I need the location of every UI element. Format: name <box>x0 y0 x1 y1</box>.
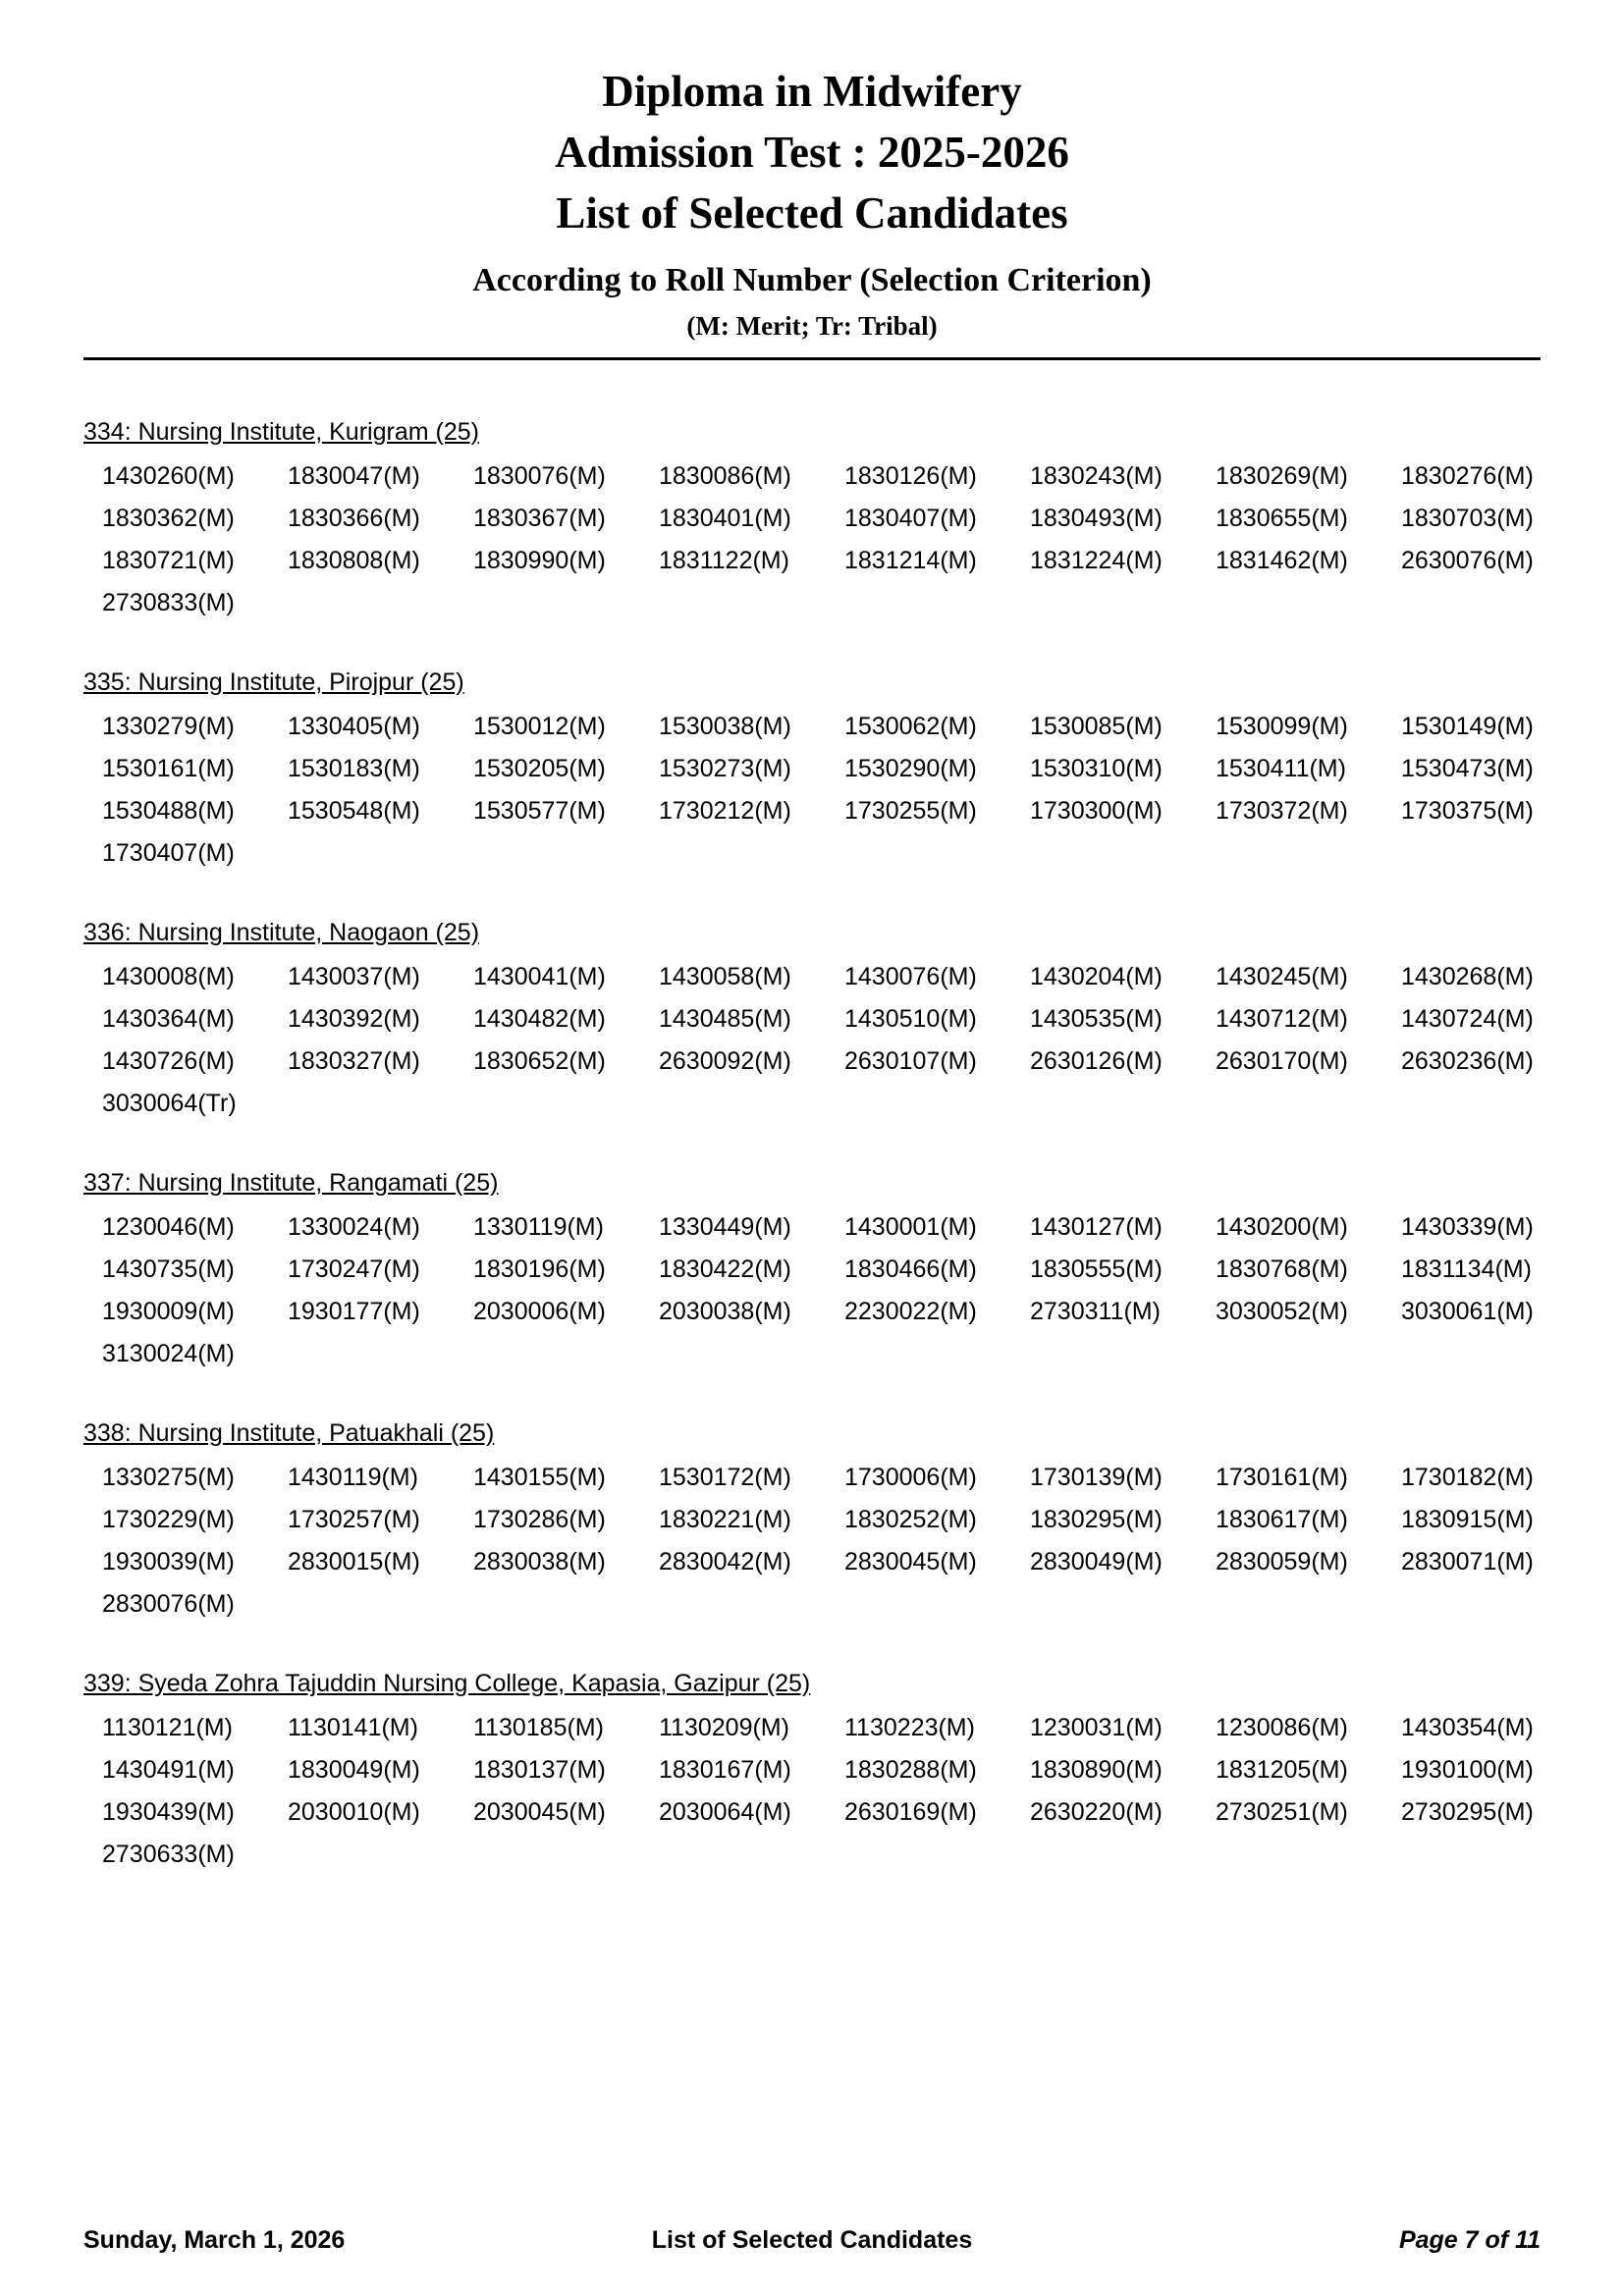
roll-number: 1430200(M) <box>1216 1213 1348 1241</box>
roll-number: 1830555(M) <box>1030 1255 1163 1283</box>
roll-number: 1730407(M) <box>102 839 235 867</box>
sections-container <box>0 360 1624 1868</box>
institute-section <box>83 918 1565 1117</box>
institute-section <box>83 1168 1565 1367</box>
roll-number: 1830295(M) <box>1030 1506 1163 1533</box>
roll-number: 1830617(M) <box>1216 1506 1348 1533</box>
institute-section <box>83 667 1565 867</box>
roll-number: 1831205(M) <box>1216 1756 1348 1784</box>
roll-number: 1430726(M) <box>102 1047 235 1075</box>
roll-number: 2030038(M) <box>659 1298 791 1325</box>
title-line-3: List of Selected Candidates <box>556 188 1068 238</box>
roll-number: 1430058(M) <box>659 963 791 990</box>
roll-number: 1530099(M) <box>1216 713 1348 740</box>
roll-number: 1230046(M) <box>102 1213 235 1241</box>
roll-number: 1830890(M) <box>1030 1756 1163 1784</box>
roll-number: 1130121(M) <box>102 1714 233 1741</box>
roll-number: 1830407(M) <box>844 505 977 532</box>
roll-number: 1830652(M) <box>473 1047 606 1075</box>
roll-number: 1430339(M) <box>1401 1213 1534 1241</box>
roll-number: 1830049(M) <box>288 1756 420 1784</box>
roll-number: 1930100(M) <box>1401 1756 1534 1784</box>
subtitle: According to Roll Number (Selection Criterion) <box>472 262 1152 298</box>
roll-number: 1830327(M) <box>288 1047 420 1075</box>
roll-number: 2030010(M) <box>288 1798 420 1826</box>
roll-number: 2630092(M) <box>659 1047 791 1075</box>
roll-number: 1730212(M) <box>659 797 791 825</box>
document-header <box>0 0 1624 342</box>
roll-number: 1730247(M) <box>288 1255 420 1283</box>
roll-number: 1530548(M) <box>288 797 420 825</box>
institute-title: 336: Nursing Institute, Naogaon (25) <box>83 919 480 946</box>
roll-number: 1430485(M) <box>659 1005 791 1033</box>
roll-number: 1930177(M) <box>288 1298 420 1325</box>
roll-number: 1830367(M) <box>473 505 606 532</box>
roll-number: 1830466(M) <box>844 1255 977 1283</box>
roll-number: 3130024(M) <box>102 1340 235 1367</box>
roll-number: 1730255(M) <box>844 797 977 825</box>
roll-number: 1830243(M) <box>1030 462 1163 490</box>
roll-number: 2630236(M) <box>1401 1047 1534 1075</box>
roll-number: 1430076(M) <box>844 963 977 990</box>
roll-number: 1730182(M) <box>1401 1464 1534 1491</box>
roll-number: 1930009(M) <box>102 1298 235 1325</box>
roll-number: 2630169(M) <box>844 1798 977 1826</box>
roll-number: 1830221(M) <box>659 1506 791 1533</box>
roll-number: 1530012(M) <box>473 713 606 740</box>
roll-number: 1830196(M) <box>473 1255 606 1283</box>
institute-title: 335: Nursing Institute, Pirojpur (25) <box>83 668 464 696</box>
roll-number: 1530172(M) <box>659 1464 791 1491</box>
roll-number: 1830990(M) <box>473 547 606 574</box>
document-footer <box>83 2226 1541 2255</box>
roll-grid <box>102 963 1565 1117</box>
roll-number: 1330119(M) <box>473 1213 604 1241</box>
roll-number: 1830366(M) <box>288 505 420 532</box>
roll-number: 2230022(M) <box>844 1298 977 1325</box>
roll-number: 1530577(M) <box>473 797 606 825</box>
roll-number: 1130185(M) <box>473 1714 604 1741</box>
roll-number: 1430204(M) <box>1030 963 1163 990</box>
roll-grid <box>102 462 1565 616</box>
roll-number: 1930439(M) <box>102 1798 235 1826</box>
title-line-2: Admission Test : 2025-2026 <box>555 128 1069 177</box>
roll-number: 1430724(M) <box>1401 1005 1534 1033</box>
roll-number: 1830808(M) <box>288 547 420 574</box>
roll-number: 2630220(M) <box>1030 1798 1163 1826</box>
institute-title: 337: Nursing Institute, Rangamati (25) <box>83 1169 499 1197</box>
roll-number: 1830252(M) <box>844 1506 977 1533</box>
footer-date: Sunday, March 1, 2026 <box>83 2226 346 2254</box>
roll-number: 1730286(M) <box>473 1506 606 1533</box>
roll-number: 1130141(M) <box>288 1714 418 1741</box>
roll-number: 1830076(M) <box>473 462 606 490</box>
institute-title: 339: Syeda Zohra Tajuddin Nursing College, Kapasia, Gazipur (25) <box>83 1670 811 1697</box>
roll-number: 2030064(M) <box>659 1798 791 1826</box>
roll-number: 1730372(M) <box>1216 797 1348 825</box>
roll-number: 2830059(M) <box>1216 1548 1348 1575</box>
roll-number: 1830276(M) <box>1401 462 1534 490</box>
roll-number: 2830042(M) <box>659 1548 791 1575</box>
roll-number: 1830269(M) <box>1216 462 1348 490</box>
roll-number: 1530062(M) <box>844 713 977 740</box>
roll-number: 1430041(M) <box>473 963 606 990</box>
institute-section <box>83 1418 1565 1618</box>
roll-number: 1830703(M) <box>1401 505 1534 532</box>
roll-number: 1730300(M) <box>1030 797 1163 825</box>
roll-number: 1830401(M) <box>659 505 791 532</box>
roll-number: 1430260(M) <box>102 462 235 490</box>
roll-number: 1330449(M) <box>659 1213 791 1241</box>
roll-number: 1830655(M) <box>1216 505 1348 532</box>
roll-number: 1730006(M) <box>844 1464 977 1491</box>
roll-number: 1530085(M) <box>1030 713 1163 740</box>
roll-number: 1730375(M) <box>1401 797 1534 825</box>
roll-number: 1430535(M) <box>1030 1005 1163 1033</box>
roll-number: 1530273(M) <box>659 755 791 782</box>
roll-number: 1430245(M) <box>1216 963 1348 990</box>
roll-number: 1530161(M) <box>102 755 235 782</box>
roll-number: 1230086(M) <box>1216 1714 1348 1741</box>
roll-number: 3030061(M) <box>1401 1298 1534 1325</box>
roll-number: 2830015(M) <box>288 1548 420 1575</box>
roll-number: 1430510(M) <box>844 1005 977 1033</box>
roll-number: 1930039(M) <box>102 1548 235 1575</box>
roll-number: 1430127(M) <box>1030 1213 1163 1241</box>
roll-number: 1830086(M) <box>659 462 791 490</box>
roll-number: 3030064(Tr) <box>102 1090 237 1117</box>
roll-number: 1130209(M) <box>659 1714 789 1741</box>
roll-number: 1430008(M) <box>102 963 235 990</box>
roll-number: 2030045(M) <box>473 1798 606 1826</box>
roll-number: 1230031(M) <box>1030 1714 1163 1741</box>
roll-number: 1831122(M) <box>659 547 789 574</box>
footer-title: List of Selected Candidates <box>651 2226 973 2254</box>
roll-number: 2730633(M) <box>102 1841 235 1868</box>
roll-number: 1530205(M) <box>473 755 606 782</box>
roll-number: 1530310(M) <box>1030 755 1163 782</box>
roll-number: 1530183(M) <box>288 755 420 782</box>
roll-number: 2630107(M) <box>844 1047 977 1075</box>
roll-number: 1530488(M) <box>102 797 235 825</box>
roll-number: 2830071(M) <box>1401 1548 1534 1575</box>
institute-title: 334: Nursing Institute, Kurigram (25) <box>83 418 479 446</box>
roll-number: 1330024(M) <box>288 1213 420 1241</box>
roll-number: 2830045(M) <box>844 1548 977 1575</box>
roll-number: 2830038(M) <box>473 1548 606 1575</box>
institute-section <box>83 417 1565 616</box>
roll-number: 2630126(M) <box>1030 1047 1163 1075</box>
roll-number: 2630170(M) <box>1216 1047 1348 1075</box>
roll-number: 1830167(M) <box>659 1756 791 1784</box>
footer-page-number: Page 7 of 11 <box>1398 2226 1541 2254</box>
roll-number: 1730229(M) <box>102 1506 235 1533</box>
roll-number: 2830076(M) <box>102 1590 235 1618</box>
roll-number: 1330279(M) <box>102 713 235 740</box>
roll-number: 1830493(M) <box>1030 505 1163 532</box>
roll-number: 1830362(M) <box>102 505 235 532</box>
legend: (M: Merit; Tr: Tribal) <box>686 311 938 341</box>
roll-number: 1830422(M) <box>659 1255 791 1283</box>
roll-number: 2730311(M) <box>1030 1298 1161 1325</box>
roll-number: 1330275(M) <box>102 1464 235 1491</box>
roll-number: 1430354(M) <box>1401 1714 1534 1741</box>
roll-number: 2730833(M) <box>102 589 235 616</box>
roll-number: 1830126(M) <box>844 462 977 490</box>
roll-number: 1130223(M) <box>844 1714 975 1741</box>
roll-number: 1430482(M) <box>473 1005 606 1033</box>
roll-number: 1831214(M) <box>844 547 977 574</box>
roll-number: 1830768(M) <box>1216 1255 1348 1283</box>
roll-number: 1830915(M) <box>1401 1506 1534 1533</box>
roll-number: 1430001(M) <box>844 1213 977 1241</box>
roll-number: 1430392(M) <box>288 1005 420 1033</box>
roll-number: 1430037(M) <box>288 963 420 990</box>
roll-number: 1730257(M) <box>288 1506 420 1533</box>
roll-number: 1330405(M) <box>288 713 420 740</box>
institute-title: 338: Nursing Institute, Patuakhali (25) <box>83 1419 495 1447</box>
roll-number: 1831134(M) <box>1401 1255 1532 1283</box>
roll-grid <box>102 1714 1565 1868</box>
roll-number: 1730161(M) <box>1216 1464 1348 1491</box>
roll-grid <box>102 1464 1565 1618</box>
roll-number: 2830049(M) <box>1030 1548 1163 1575</box>
roll-number: 1831224(M) <box>1030 547 1163 574</box>
roll-number: 3030052(M) <box>1216 1298 1348 1325</box>
roll-number: 1530038(M) <box>659 713 791 740</box>
institute-section <box>83 1669 1565 1868</box>
roll-number: 1430119(M) <box>288 1464 418 1491</box>
roll-number: 2630076(M) <box>1401 547 1534 574</box>
roll-number: 1430155(M) <box>473 1464 606 1491</box>
roll-number: 2030006(M) <box>473 1298 606 1325</box>
roll-number: 1430268(M) <box>1401 963 1534 990</box>
roll-number: 1530149(M) <box>1401 713 1534 740</box>
title-line-1: Diploma in Midwifery <box>602 67 1022 116</box>
roll-number: 2730295(M) <box>1401 1798 1534 1826</box>
roll-number: 1430364(M) <box>102 1005 235 1033</box>
roll-grid <box>102 1213 1565 1367</box>
roll-number: 1830721(M) <box>102 547 235 574</box>
roll-number: 1430491(M) <box>102 1756 235 1784</box>
roll-number: 1831462(M) <box>1216 547 1348 574</box>
roll-number: 1430712(M) <box>1216 1005 1348 1033</box>
roll-number: 1830137(M) <box>473 1756 606 1784</box>
roll-number: 1830288(M) <box>844 1756 977 1784</box>
roll-number: 1730139(M) <box>1030 1464 1163 1491</box>
roll-number: 1530473(M) <box>1401 755 1534 782</box>
roll-grid <box>102 713 1565 867</box>
roll-number: 2730251(M) <box>1216 1798 1348 1826</box>
roll-number: 1530411(M) <box>1216 755 1346 782</box>
roll-number: 1430735(M) <box>102 1255 235 1283</box>
roll-number: 1530290(M) <box>844 755 977 782</box>
roll-number: 1830047(M) <box>288 462 420 490</box>
